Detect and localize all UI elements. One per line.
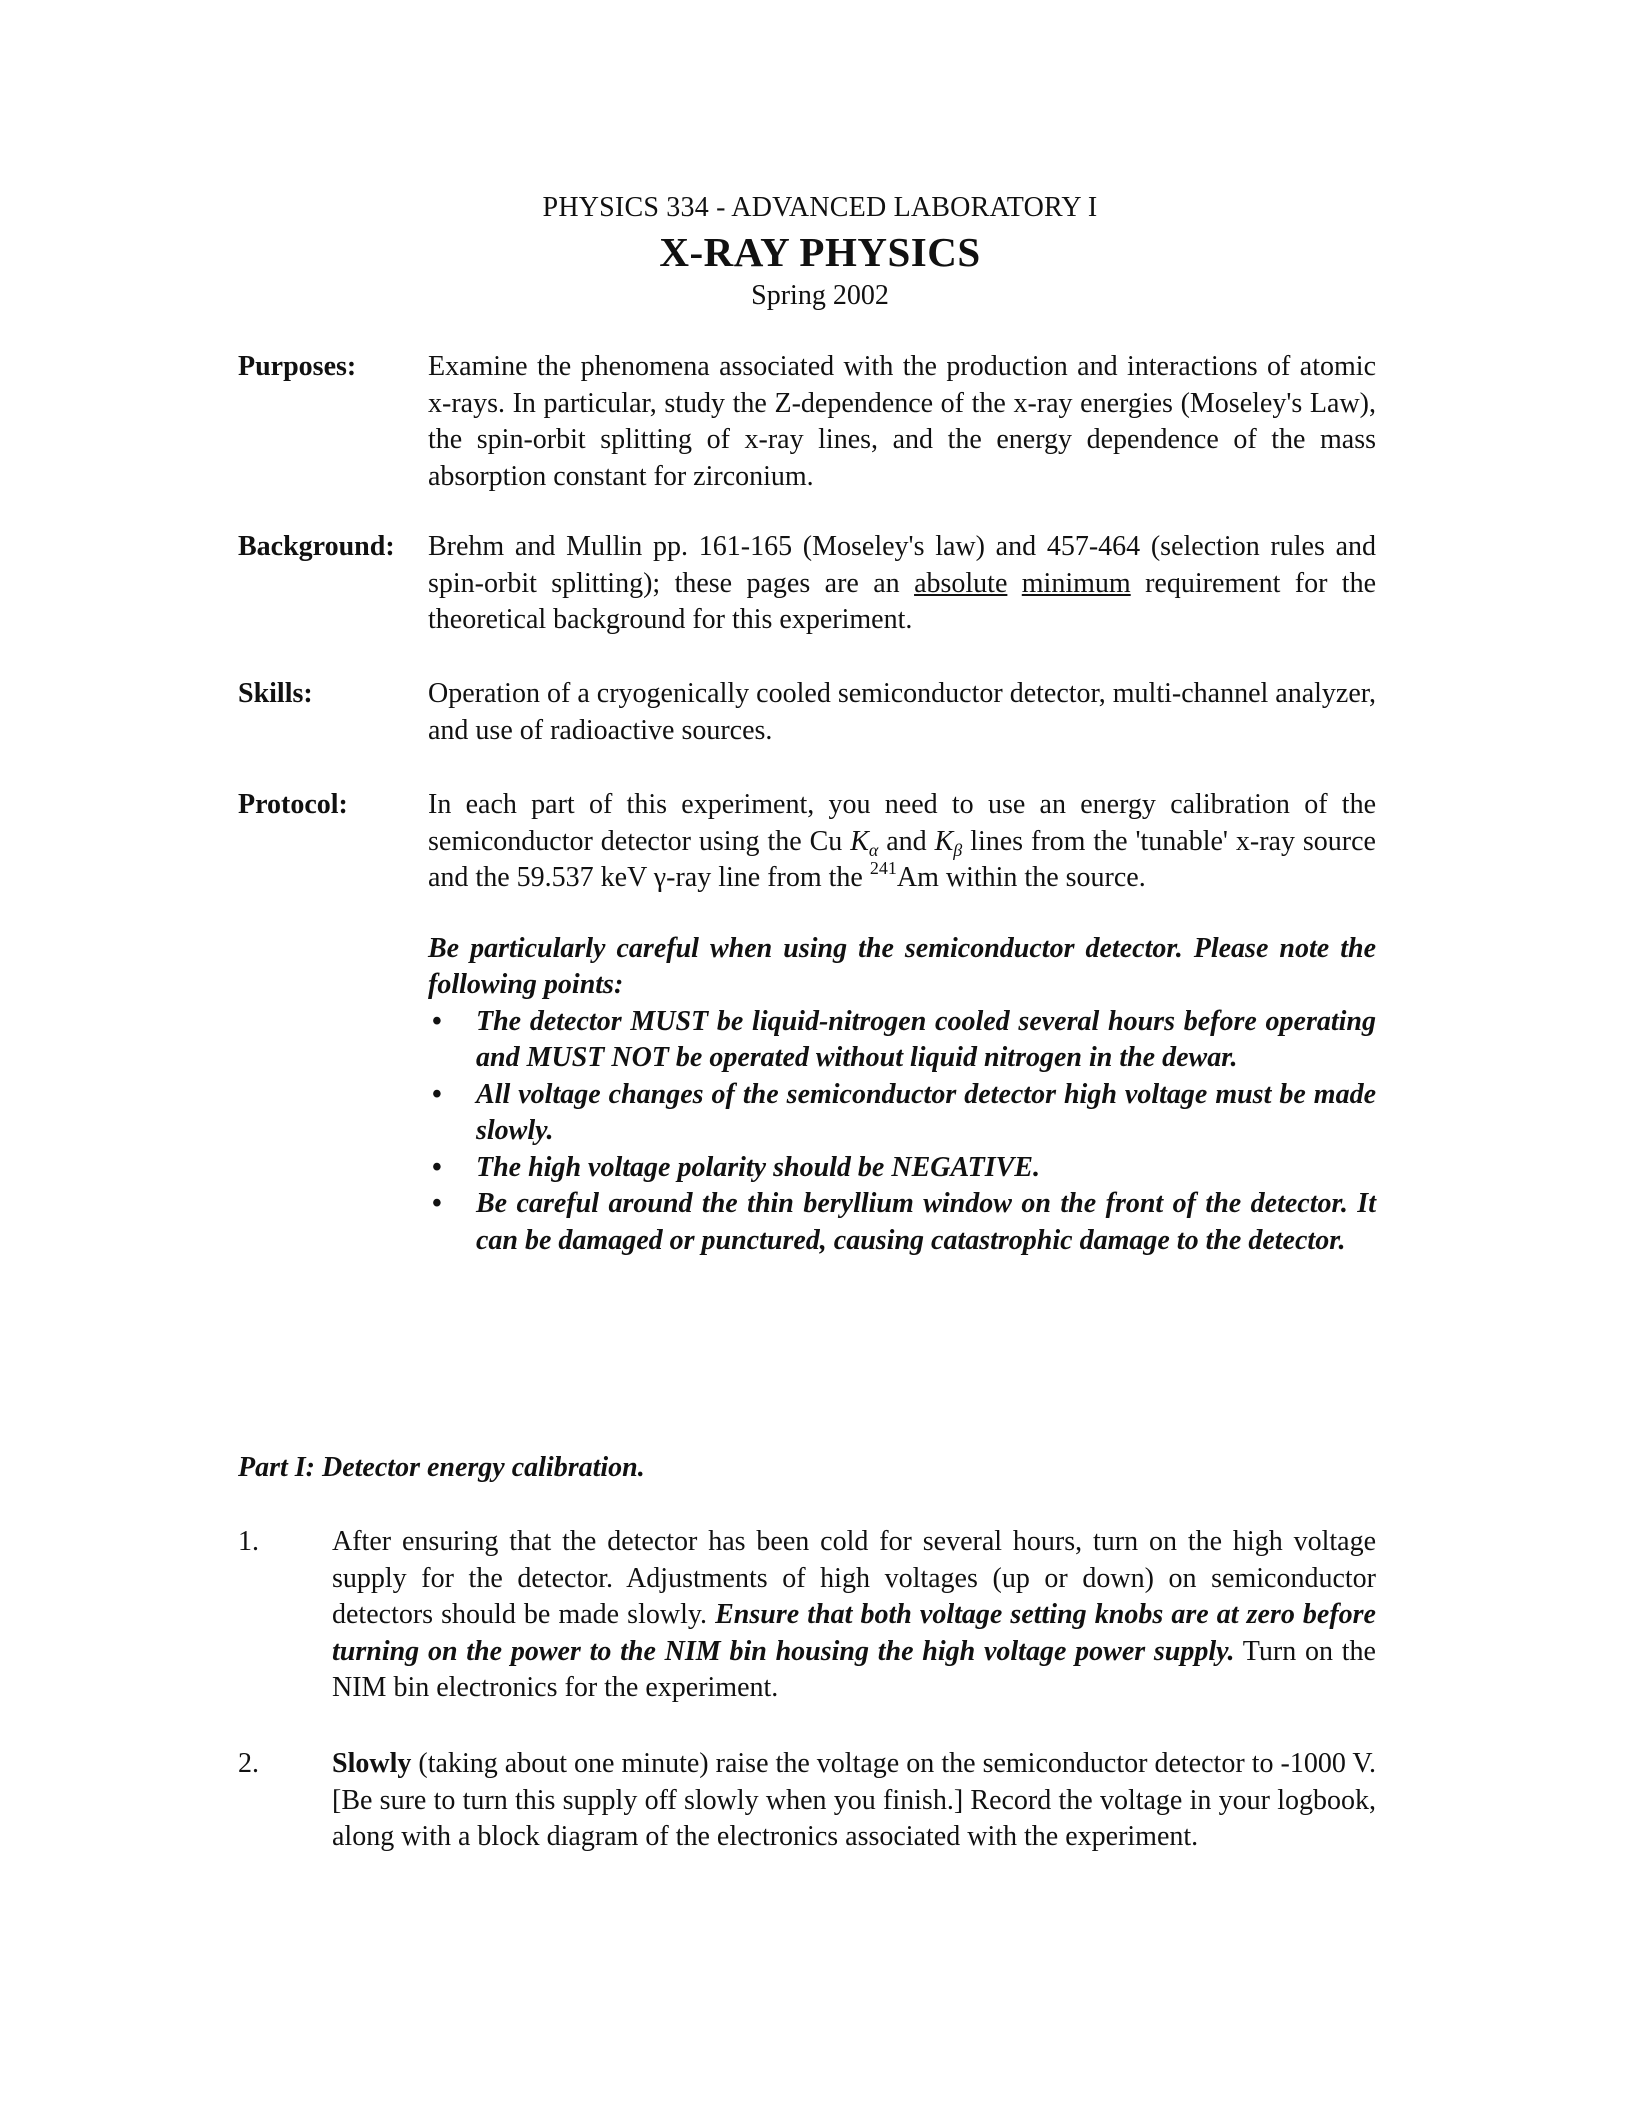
underlined-minimum: minimum: [1021, 567, 1131, 599]
protocol-paragraph: [428, 787, 1376, 897]
bullet-icon: •: [432, 1188, 442, 1219]
protocol-text: and: [878, 825, 935, 857]
step-text-part: (taking about one minute) raise the voltage on the semiconductor detector to -1000 V. [Be sure to turn this supply off slowly when you finish.] Record the voltage in your logbook, along with a block diagram of the electronics associated with the experiment.: [332, 1748, 1376, 1852]
warning-text: The detector MUST be liquid-nitrogen cooled several hours before operating and MUST NOT be operated without liquid nitrogen in the dewar.: [476, 1005, 1376, 1073]
step-text-part: Turn on the NIM bin electronics for the experiment.: [332, 1635, 1376, 1703]
warning-text: Be careful around the thin beryllium window on the front of the detector. It can be damaged or punctured, causing catastrophic damage to the detector.: [476, 1188, 1376, 1256]
underlined-absolute: absolute: [914, 567, 1008, 599]
step-emphasis: Ensure that both voltage setting knobs are at zero before turning on the power to the NIM bin housing the high voltage power supply.: [332, 1599, 1376, 1667]
background-section: [238, 529, 1376, 639]
step-text-part: After ensuring that the detector has been cold for several hours, turn on the high voltage supply for the detector. Adjustments of high voltages (up or down) on semiconductor detectors should be made slowly.: [332, 1526, 1376, 1630]
k-letter: K: [934, 825, 954, 857]
gamma-symbol: γ: [653, 862, 667, 893]
bullet-icon: •: [432, 1151, 442, 1183]
step-number: 1.: [238, 1526, 259, 1557]
step-1: [238, 1524, 1376, 1707]
step-text: [332, 1746, 1376, 1856]
background-text: [428, 529, 1376, 639]
warning-item: [428, 1150, 1376, 1187]
beta-subscript: β: [953, 839, 963, 860]
purposes-text: Examine the phenomena associated with the production and interactions of atomic x-rays. In particular, study the Z-dependence of the x-ray energies (Moseley's Law), the spin-orbit splitting of x-ray lines, and the energy dependence of the mass absorption constant for zirconium.: [428, 351, 1376, 492]
isotope-mass-number: 241: [869, 858, 897, 878]
skills-label: Skills:: [238, 678, 313, 709]
warning-heading: Be particularly careful when using the semiconductor detector. Please note the following points:: [428, 932, 1376, 1000]
step-bold-lead: Slowly: [332, 1748, 412, 1779]
purposes-section: [238, 349, 1376, 495]
skills-section: [238, 676, 1376, 749]
course-line: PHYSICS 334 - ADVANCED LABORATORY I: [542, 192, 1098, 223]
term-line: Spring 2002: [751, 280, 889, 311]
bullet-icon: •: [432, 1078, 442, 1110]
background-text-part: Brehm and Mullin pp. 161-165 (Moseley's law) and 457-464 (selection rules and spin-orbit splitting); these pages are an: [428, 531, 1376, 599]
warning-item: [428, 1077, 1376, 1150]
purposes-label: Purposes:: [238, 351, 357, 382]
background-text-part: requirement for the theoretical background for this experiment.: [428, 567, 1377, 635]
protocol-content: [428, 787, 1376, 1259]
warning-item: [428, 1186, 1376, 1259]
alpha-subscript: α: [868, 839, 879, 860]
skills-text: Operation of a cryogenically cooled semiconductor detector, multi-channel analyzer, and use of radioactive sources.: [428, 678, 1376, 746]
warning-text: All voltage changes of the semiconductor detector high voltage must be made slowly.: [476, 1078, 1376, 1146]
protocol-text: within the source.: [938, 862, 1146, 893]
warning-list: [428, 1004, 1376, 1260]
k-alpha-symbol: [850, 825, 879, 860]
protocol-text: In each part of this experiment, you need to use an energy calibration of the semiconductor detector using the Cu: [428, 789, 1376, 857]
document-title: X-RAY PHYSICS: [659, 229, 981, 275]
warning-text: The high voltage polarity should be NEGATIVE.: [476, 1151, 1040, 1183]
part-one-heading: Part I: Detector energy calibration.: [238, 1452, 645, 1483]
k-beta-symbol: [934, 825, 963, 860]
background-label: Background:: [238, 531, 395, 562]
protocol-section: [238, 787, 1376, 1259]
protocol-text: -ray line from the: [666, 862, 870, 893]
protocol-text: lines from the 'tunable' x-ray source and the 59.537 keV: [428, 825, 1376, 893]
step-2: [238, 1746, 1376, 1856]
protocol-label: Protocol:: [238, 789, 348, 820]
step-text: [332, 1524, 1376, 1707]
isotope-symbol: Am: [896, 862, 939, 893]
warning-item: [428, 1004, 1376, 1077]
k-letter: K: [850, 825, 869, 857]
step-number: 2.: [238, 1748, 259, 1779]
bullet-icon: •: [432, 1005, 442, 1037]
